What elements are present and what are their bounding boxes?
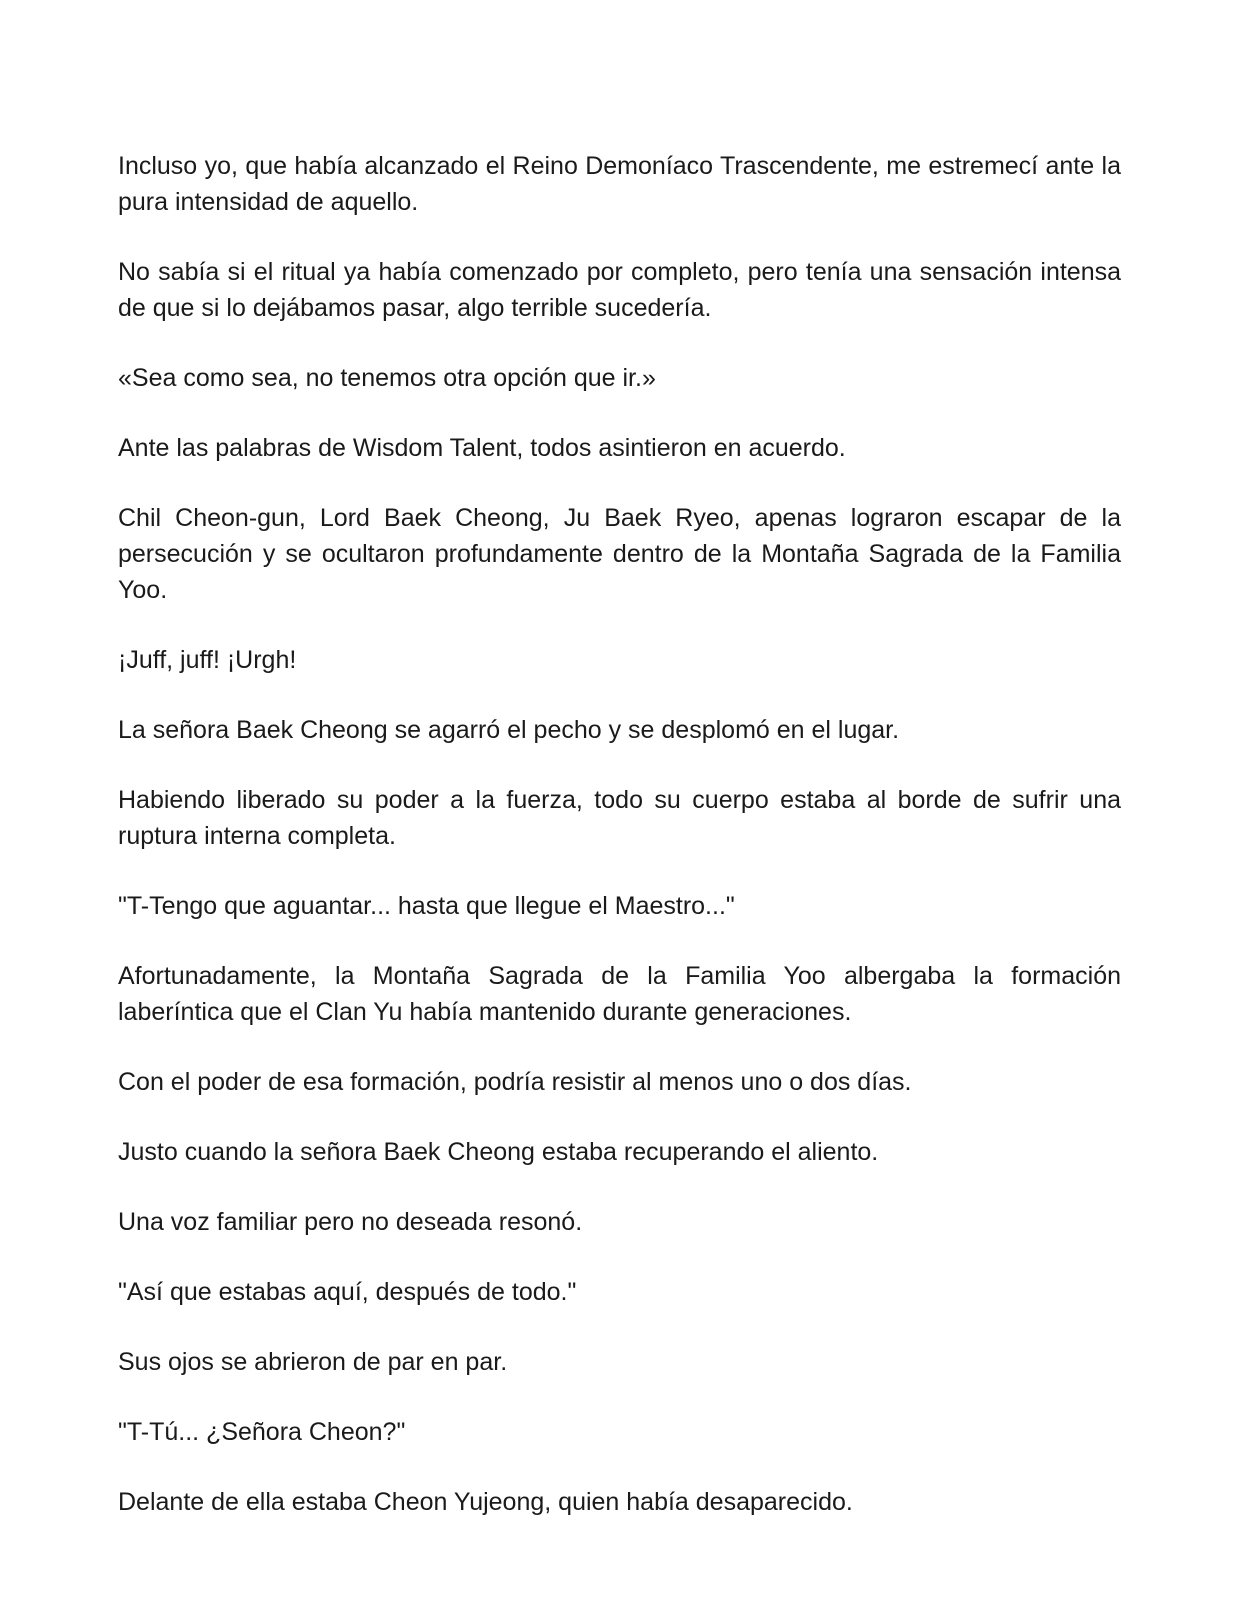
paragraph: Ante las palabras de Wisdom Talent, todos asintieron en acuerdo. (118, 434, 846, 462)
paragraph: "T-Tú... ¿Señora Cheon?" (118, 1418, 406, 1446)
paragraph: La señora Baek Cheong se agarró el pecho y se desplomó en el lugar. (118, 716, 900, 744)
paragraph: No sabía si el ritual ya había comenzado por completo, pero tenía una sensación intensa de que si lo dejábamos pasar, algo terrible sucedería. (118, 258, 1121, 322)
paragraph: Justo cuando la señora Baek Cheong estaba recuperando el aliento. (118, 1138, 879, 1166)
paragraph: ¡Juff, juff! ¡Urgh! (118, 646, 297, 674)
paragraph: Delante de ella estaba Cheon Yujeong, quien había desaparecido. (118, 1488, 853, 1516)
paragraph: Con el poder de esa formación, podría resistir al menos uno o dos días. (118, 1068, 912, 1096)
paragraph: "Así que estabas aquí, después de todo." (118, 1278, 577, 1306)
paragraph: «Sea como sea, no tenemos otra opción que ir.» (118, 364, 656, 392)
paragraph: Afortunadamente, la Montaña Sagrada de la Familia Yoo albergaba la formación laberíntica que el Clan Yu había mantenido durante generaciones. (118, 962, 1121, 1026)
paragraph: Sus ojos se abrieron de par en par. (118, 1348, 508, 1376)
paragraph: "T-Tengo que aguantar... hasta que llegue el Maestro..." (118, 892, 735, 920)
paragraph: Incluso yo, que había alcanzado el Reino Demoníaco Trascendente, me estremecí ante la pura intensidad de aquello. (118, 152, 1121, 216)
paragraph: Chil Cheon-gun, Lord Baek Cheong, Ju Baek Ryeo, apenas lograron escapar de la persecución y se ocultaron profundamente dentro de la Montaña Sagrada de la Familia Yoo. (118, 504, 1121, 604)
paragraph: Habiendo liberado su poder a la fuerza, todo su cuerpo estaba al borde de sufrir una ruptura interna completa. (118, 786, 1121, 850)
paragraph: Una voz familiar pero no deseada resonó. (118, 1208, 583, 1236)
document-text-body (118, 148, 1121, 1554)
